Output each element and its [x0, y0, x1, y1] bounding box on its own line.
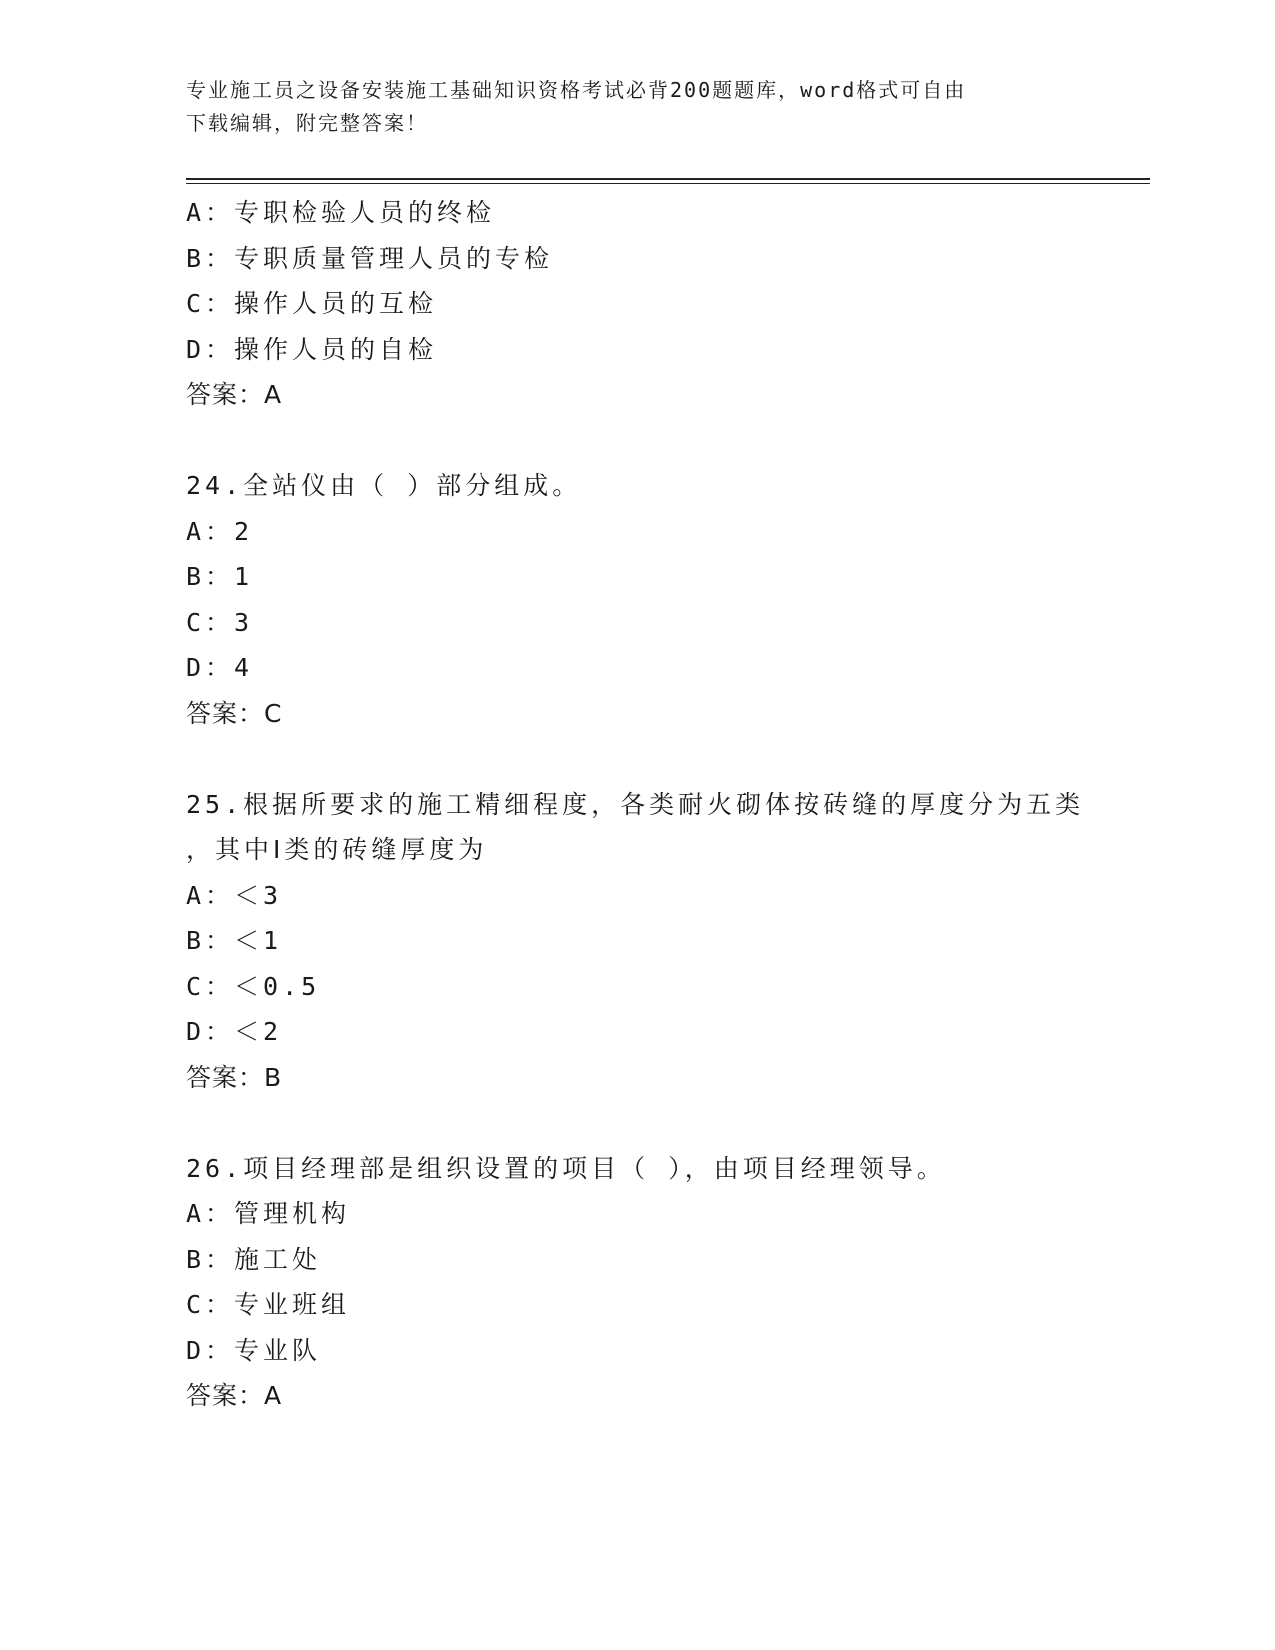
option-c: C：＜0.5 [186, 971, 321, 1001]
question-block-26 [186, 1146, 1086, 1419]
question-text: 25.根据所要求的施工精细程度，各类耐火砌体按砖缝的厚度分为五类 [186, 789, 1085, 819]
answer-line: 答案：C [186, 698, 283, 728]
option-a: A：管理机构 [186, 1199, 351, 1228]
header-rule-thin [186, 183, 1150, 184]
option-c: C：3 [186, 607, 254, 637]
option-b: B：专职质量管理人员的专检 [186, 243, 554, 273]
option-b: B：施工处 [186, 1244, 322, 1274]
answer-line: 答案：A [186, 380, 283, 409]
option-a: A：2 [186, 516, 254, 546]
option-d: D：专业队 [186, 1335, 322, 1365]
question-block-23 [186, 190, 1086, 418]
header-line-2: 下载编辑，附完整答案！ [186, 111, 428, 135]
spacer [186, 418, 1086, 464]
option-a: A：专职检验人员的终检 [186, 198, 496, 227]
question-block-25 [186, 782, 1086, 1101]
answer-line: 答案：A [186, 1381, 283, 1410]
question-text: 26.项目经理部是组织设置的项目（ ），由项目经理领导。 [186, 1153, 946, 1183]
question-list [186, 190, 1086, 1419]
header-line-1: 专业施工员之设备安装施工基础知识资格考试必背200题题库，word格式可自由 [186, 78, 967, 102]
question-text: 24.全站仪由（ ）部分组成。 [186, 471, 582, 500]
option-d: D：4 [186, 653, 254, 682]
spacer [186, 736, 1086, 782]
option-a: A：＜3 [186, 880, 283, 910]
question-block-24 [186, 463, 1086, 736]
option-c: C：操作人员的互检 [186, 289, 438, 318]
option-c: C：专业班组 [186, 1290, 351, 1319]
option-b: B：1 [186, 562, 254, 591]
option-b: B：＜1 [186, 926, 283, 955]
answer-line: 答案：B [186, 1062, 283, 1092]
document-header [186, 74, 1066, 140]
option-d: D：操作人员的自检 [186, 334, 438, 364]
spacer [186, 1100, 1086, 1146]
header-rule-thick [186, 178, 1150, 180]
question-text-continued: ，其中Ⅰ类的砖缝厚度为 [186, 835, 488, 864]
option-d: D：＜2 [186, 1017, 283, 1046]
